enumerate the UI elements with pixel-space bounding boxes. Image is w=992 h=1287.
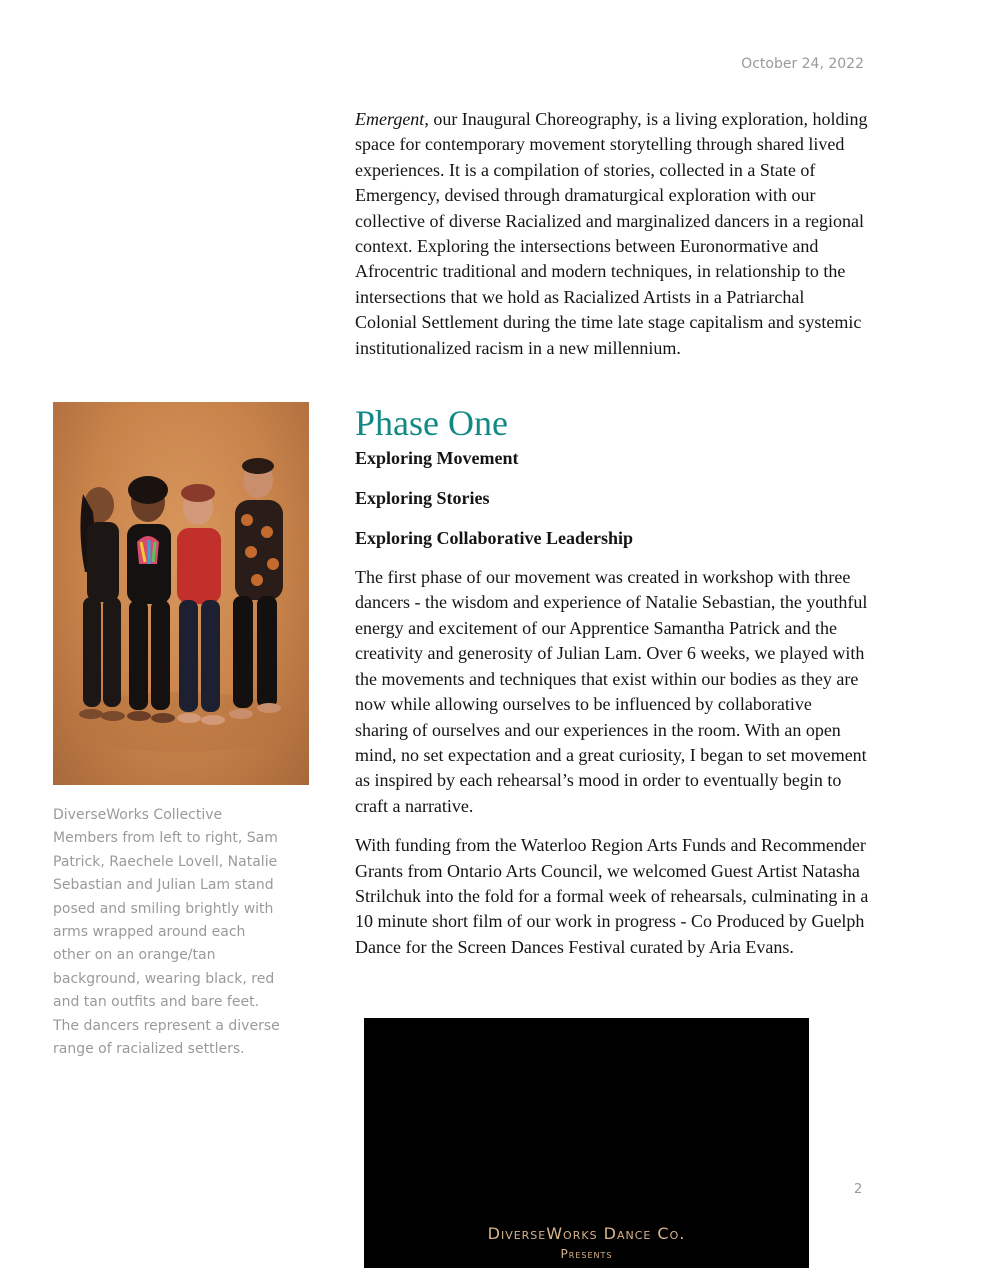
subhead-exploring-collaborative-leadership: Exploring Collaborative Leadership bbox=[355, 528, 634, 549]
dancers-illustration bbox=[53, 402, 309, 785]
phase-one-paragraph-2: With funding from the Waterloo Region Arts Funds and Recommender Grants from Ontario Arts Council, we welcomed Guest Artist Natasha Strilchuk into the fold for a formal week of rehearsals, culminating in a 10 minute short film of our work in progress - Co Produced by Guelph Dance for the Screen Dances Festival curated by Aria Evans. bbox=[355, 835, 869, 957]
main-column bbox=[355, 107, 869, 960]
phase-one-heading: Phase One bbox=[355, 403, 508, 444]
intro-paragraph bbox=[355, 107, 869, 361]
phase-one-paragraph-1: The first phase of our movement was created in workshop with three dancers - the wisdom and experience of Natalie Sebastian, the youthful energy and excitement of our Apprentice Samantha Patrick and the creativity and generosity of Julian Lam. Over 6 weeks, we played with the movements and techniques that exist within our bodies as they are now while allowing ourselves to be influenced by collaborative sharing of ourselves and our experiences in the room. With an open mind, no set expectation and a great curiosity, I began to set movement as inspired by each rehearsal’s mood in order to eventually begin to craft a narrative. bbox=[355, 567, 868, 816]
video-embed[interactable] bbox=[364, 1018, 809, 1268]
page-number: 2 bbox=[854, 1182, 863, 1197]
photo-caption: DiverseWorks Collective Members from left to right, Sam Patrick, Raechele Lovell, Natalie Sebastian and Julian Lam stand posed and smiling brightly with arms wrapped around each other on an orange/tan background, wearing black, red and tan outfits and bare feet. The dancers represent a diverse range of racialized settlers. bbox=[53, 807, 280, 1058]
subhead-exploring-stories: Exploring Stories bbox=[355, 488, 490, 509]
document-date: October 24, 2022 bbox=[741, 56, 864, 72]
emergent-title: Emergent bbox=[355, 109, 425, 129]
intro-text: , our Inaugural Choreography, is a living exploration, holding space for contemporary movement storytelling through shared lived experiences. It is a compilation of stories, collected in a State of Emergency, devised through dramaturgical exploration with our collective of diverse Racialized and marginalized dancers in a regional context. Exploring the intersections between Euronormative and Afrocentric traditional and modern techniques, in relationship to the intersections that we hold as Racialized Artists in a Patriarchal Colonial Settlement during the time late stage capitalism and systemic institutionalized racism in a new millennium. bbox=[355, 109, 868, 358]
video-subtitle: Presents bbox=[560, 1247, 613, 1261]
dancers-photo bbox=[53, 402, 309, 785]
video-title: DiverseWorks Dance Co. bbox=[487, 1224, 686, 1243]
subhead-exploring-movement: Exploring Movement bbox=[355, 448, 519, 469]
